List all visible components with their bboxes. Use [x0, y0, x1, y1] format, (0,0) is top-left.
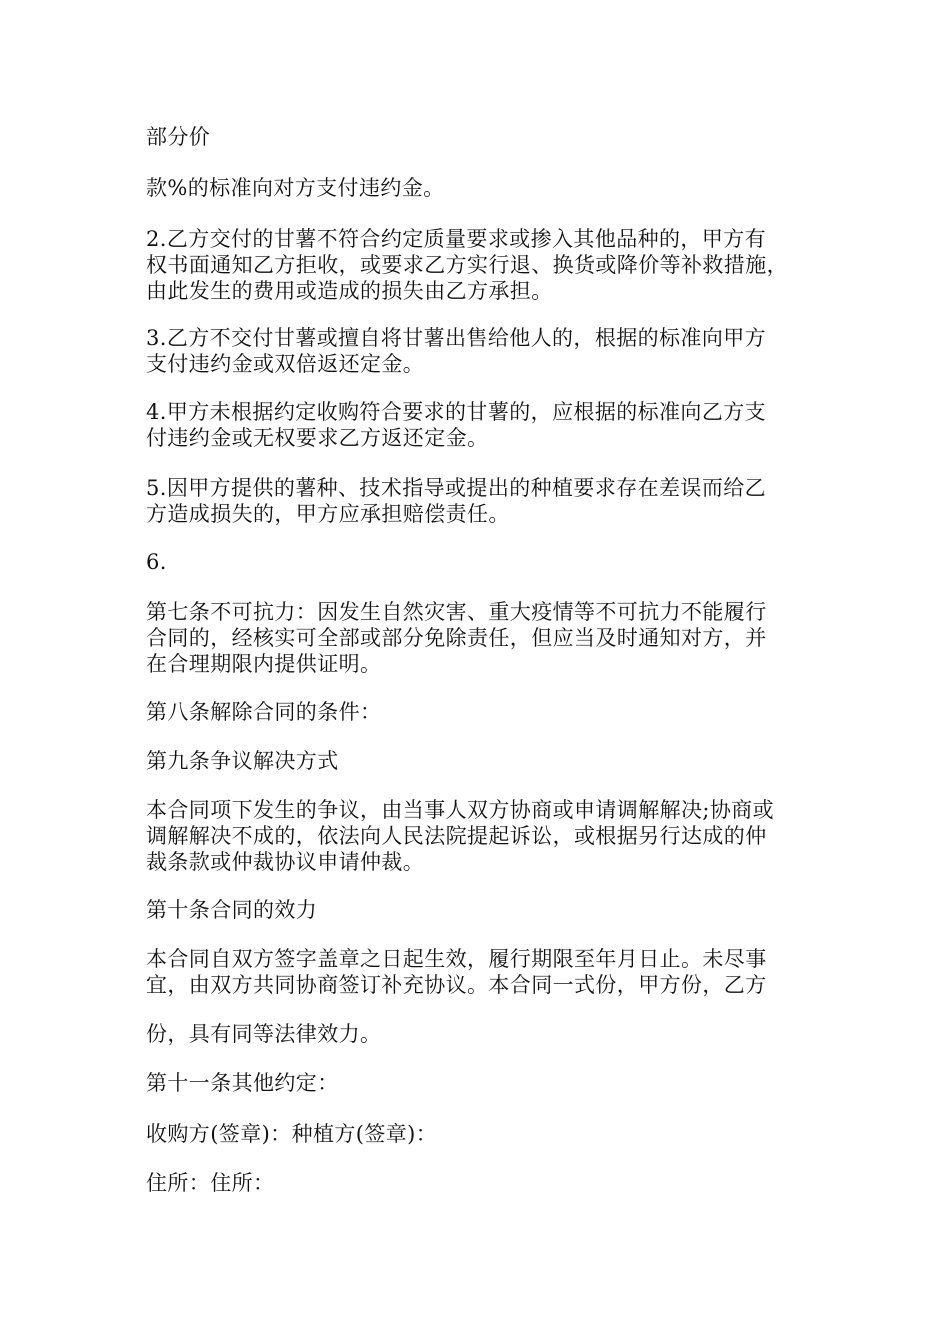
text-line: 权书面通知乙方拒收，或要求乙方实行退、换货或降价等补救措施，: [146, 253, 788, 277]
text-line: 第七条不可抗力：因发生自然灾害、重大疫情等不可抗力不能履行: [146, 600, 767, 624]
paragraph-signatures: [146, 1121, 816, 1147]
text-line: 本合同自双方签字盖章之日起生效，履行期限至年月日止。未尽事: [146, 947, 767, 971]
paragraph-addresses: [146, 1170, 816, 1196]
text-line: 收购方(签章)：种植方(签章)：: [146, 1122, 438, 1146]
text-line: 第九条争议解决方式: [146, 749, 339, 773]
text-line: 部分价: [146, 125, 211, 149]
paragraph-clause-2: [146, 226, 816, 304]
paragraph-clause-6: [146, 549, 816, 575]
paragraph-dispute-resolution: [146, 797, 816, 875]
text-line: 方造成损失的，甲方应承担赔偿责任。: [146, 502, 510, 526]
text-line: 6.: [146, 550, 167, 574]
text-line: 第八条解除合同的条件：: [146, 700, 382, 724]
paragraph-penalty-rate: [146, 175, 816, 201]
paragraph-clause-4: [146, 399, 816, 451]
text-line: 裁条款或仲裁协议申请仲裁。: [146, 850, 425, 874]
paragraph-article-7: [146, 599, 816, 677]
text-line: 份，具有同等法律效力。: [146, 1022, 382, 1046]
text-line: 款%的标准向对方支付违约金。: [146, 176, 445, 200]
text-line: 3.乙方不交付甘薯或擅自将甘薯出售给他人的，根据的标准向甲方: [146, 326, 767, 350]
paragraph-clause-3: [146, 325, 816, 377]
text-line: 支付违约金或双倍返还定金。: [146, 352, 425, 376]
paragraph-partial-price: [146, 124, 816, 150]
text-line: 5.因甲方提供的薯种、技术指导或提出的种植要求存在差误而给乙: [146, 476, 767, 500]
paragraph-article-8: [146, 699, 816, 725]
text-line: 第十一条其他约定：: [146, 1071, 339, 1095]
paragraph-clause-5: [146, 475, 816, 527]
text-line: 宜，由双方共同协商签订补充协议。本合同一式份，甲方份，乙方: [146, 973, 767, 997]
text-line: 2.乙方交付的甘薯不符合约定质量要求或掺入其他品种的，甲方有: [146, 227, 767, 251]
text-line: 在合理期限内提供证明。: [146, 652, 382, 676]
paragraph-article-11: [146, 1070, 816, 1096]
text-line: 4.甲方未根据约定收购符合要求的甘薯的，应根据的标准向乙方支: [146, 400, 767, 424]
text-line: 付违约金或无权要求乙方返还定金。: [146, 426, 489, 450]
text-line: 由此发生的费用或造成的损失由乙方承担。: [146, 279, 553, 303]
paragraph-article-10: [146, 897, 816, 923]
text-line: 住所：住所：: [146, 1171, 275, 1195]
text-line: 调解解决不成的，依法向人民法院提起诉讼，或根据另行达成的仲: [146, 824, 767, 848]
paragraph-legal-effect: [146, 1021, 816, 1047]
text-line: 本合同项下发生的争议，由当事人双方协商或申请调解解决;协商或: [146, 798, 775, 822]
text-line: 合同的，经核实可全部或部分免除责任，但应当及时通知对方，并: [146, 626, 767, 650]
paragraph-article-9: [146, 748, 816, 774]
paragraph-effectiveness: [146, 946, 816, 998]
text-line: 第十条合同的效力: [146, 898, 318, 922]
